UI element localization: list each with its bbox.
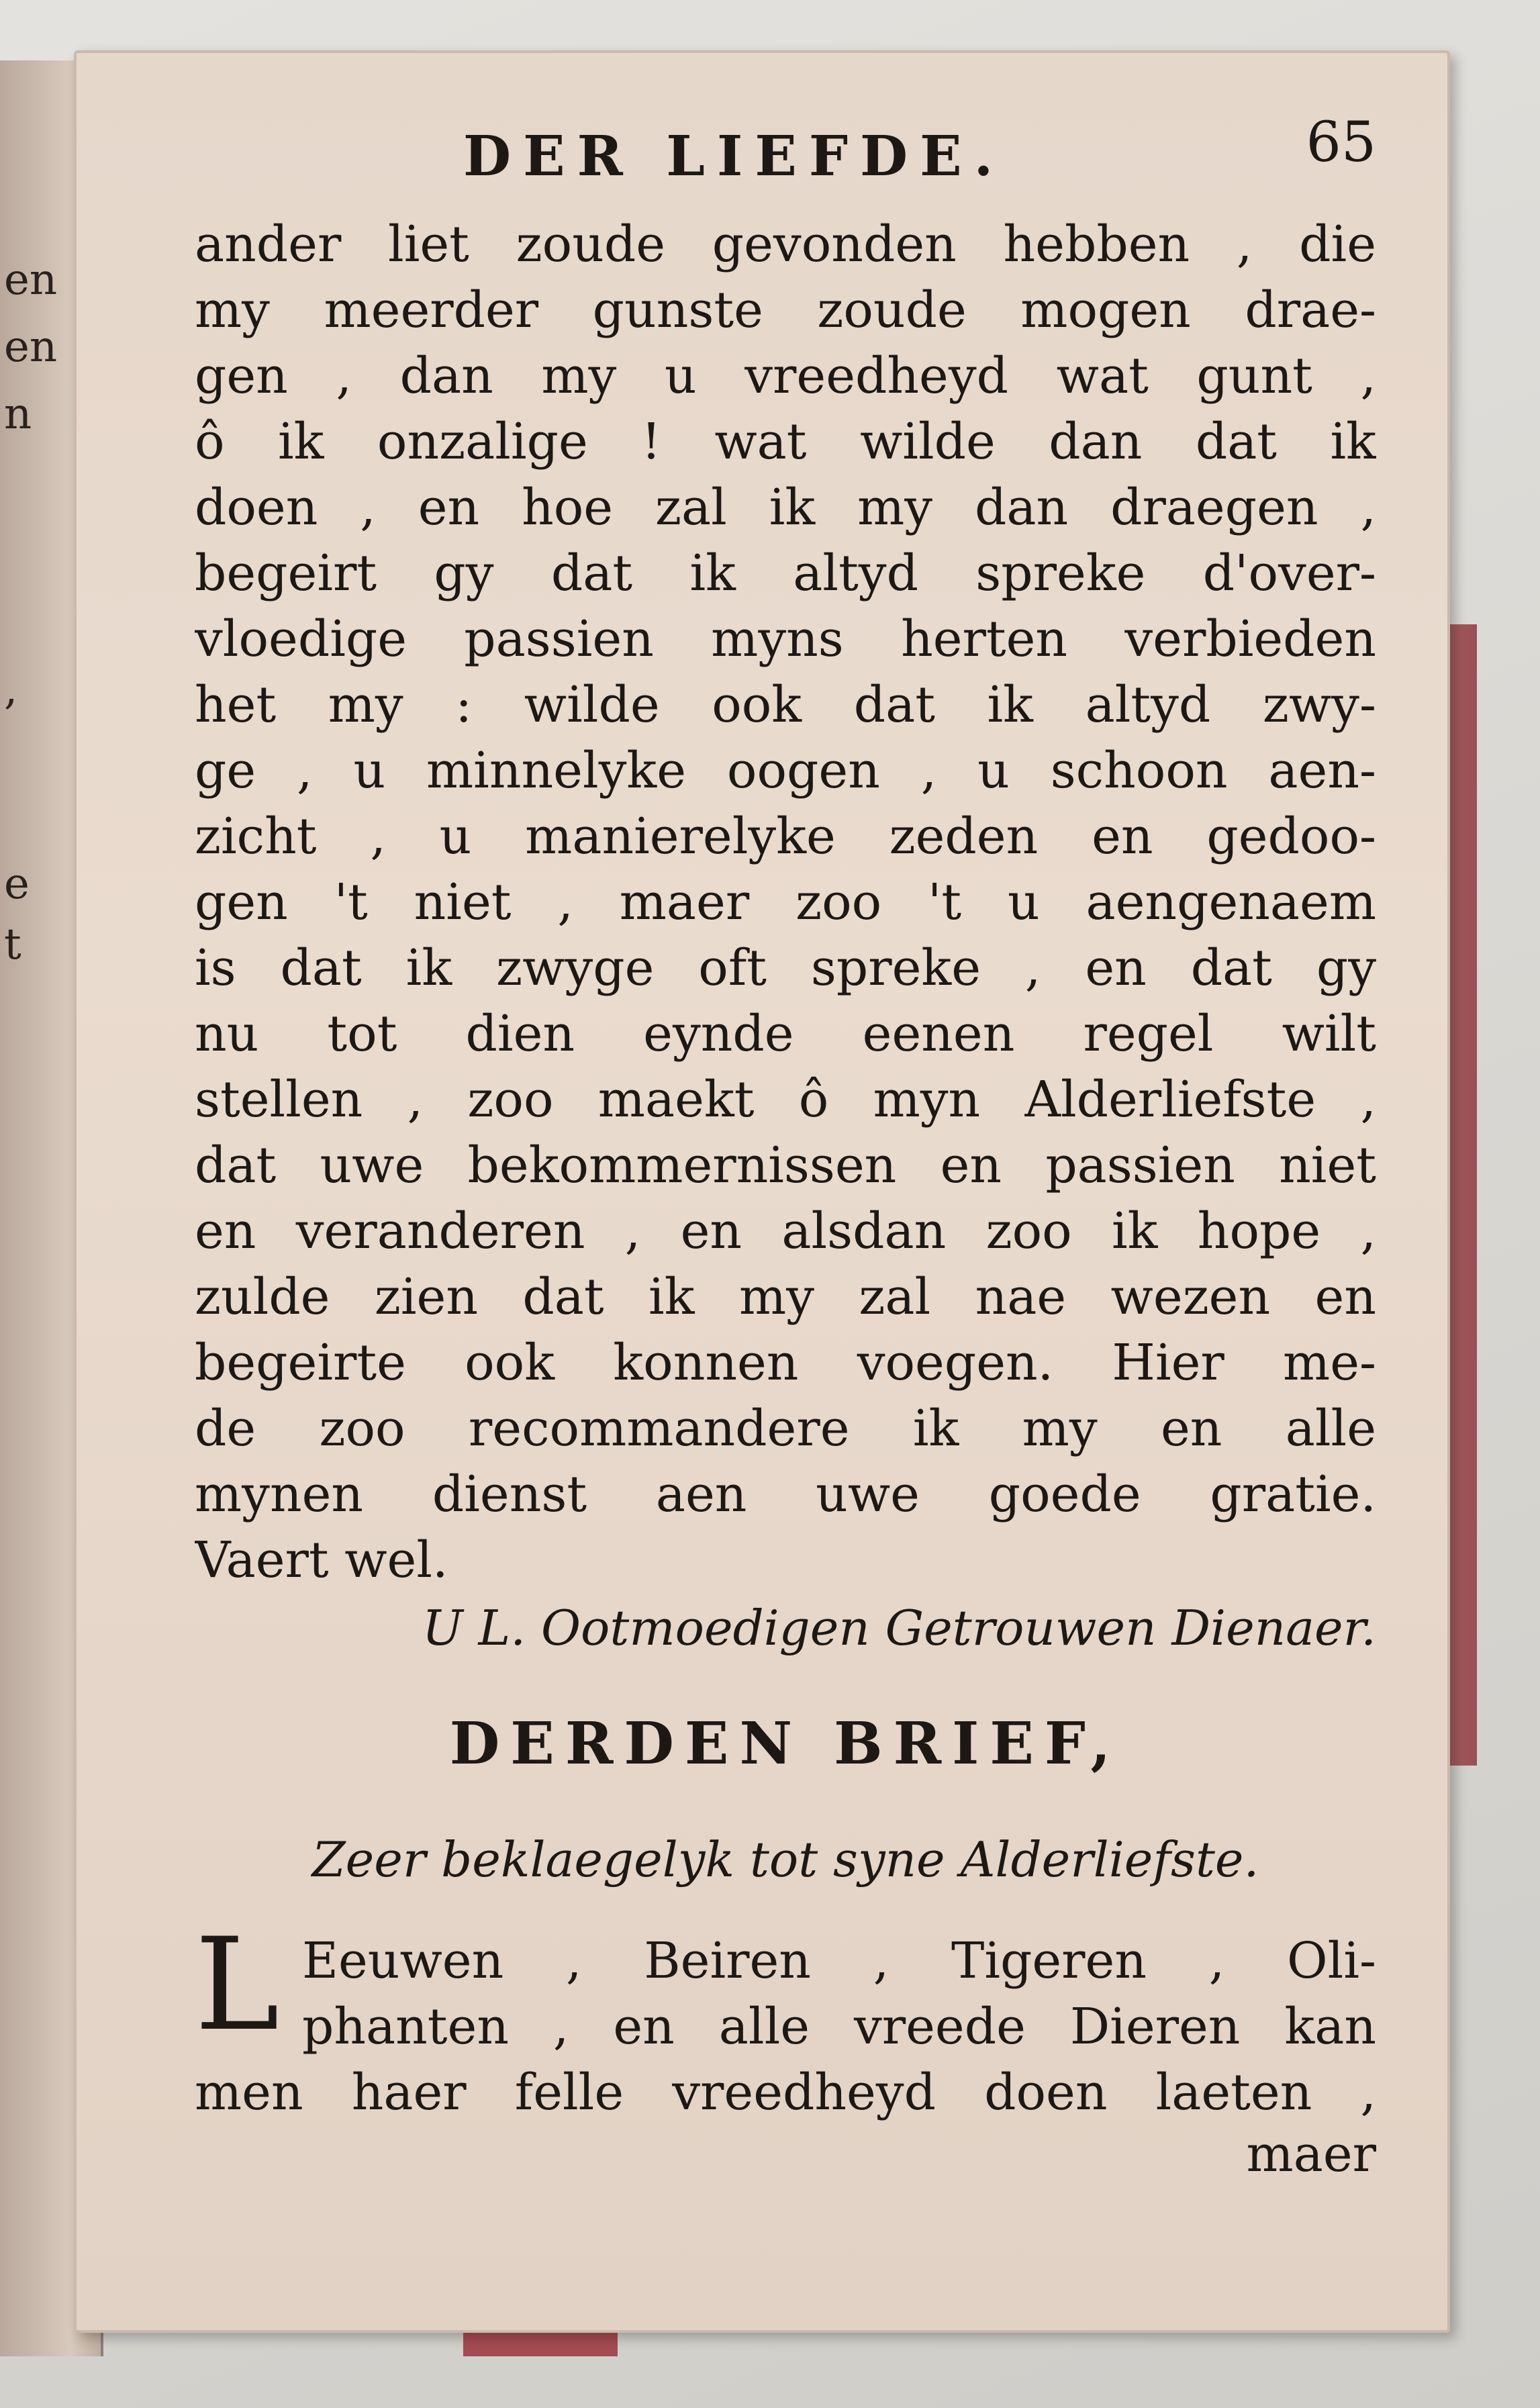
- text-line: is dat ik zwyge oft spreke , en dat gy: [195, 939, 1376, 997]
- text-line: begeirt gy dat ik altyd spreke d'over-: [195, 544, 1376, 602]
- text-line: phanten , en alle vreede Dieren kan: [302, 1998, 1376, 2056]
- signature-line: U L. Ootmoedigen Getrouwen Dienaer.: [422, 1600, 1376, 1656]
- text-line: Vaert wel.: [195, 1531, 448, 1589]
- text-line: zulde zien dat ik my zal nae wezen en: [195, 1268, 1376, 1326]
- left-page-fragment: e: [4, 859, 30, 909]
- text-line: dat uwe bekommernissen en passien niet: [195, 1137, 1376, 1194]
- text-line: gen 't niet , maer zoo 't u aengenaem: [195, 873, 1376, 931]
- left-page-fragment: en: [4, 255, 58, 305]
- page-content: [195, 111, 1376, 2183]
- text-line: ander liet zoude gevonden hebben , die: [195, 215, 1376, 273]
- text-line: ô ik onzalige ! wat wilde dan dat ik: [195, 413, 1376, 471]
- running-head: DER LIEFDE.: [463, 124, 1006, 189]
- left-page-fragment: n: [4, 389, 32, 439]
- letter-opening: [195, 1911, 1376, 2125]
- text-line: ge , u minnelyke oogen , u schoon aen-: [195, 742, 1376, 800]
- left-page-fragment: en: [4, 322, 58, 372]
- text-line: Eeuwen , Beiren , Tigeren , Oli-: [302, 1932, 1376, 1990]
- text-line: de zoo recommandere ik my en alle: [195, 1400, 1376, 1457]
- page-header: [195, 111, 1376, 211]
- text-line: stellen , zoo maekt ô myn Alderliefste ,: [195, 1071, 1376, 1128]
- text-line: het my : wilde ook dat ik altyd zwy-: [195, 676, 1376, 734]
- text-line: gen , dan my u vreedheyd wat gunt ,: [195, 347, 1376, 405]
- left-page-fragment: t: [4, 920, 21, 969]
- drop-cap: L: [195, 1911, 280, 2059]
- text-line: my meerder gunste zoude mogen drae-: [195, 281, 1376, 339]
- text-line: nu tot dien eynde eenen regel wilt: [195, 1005, 1376, 1063]
- letter-body: [195, 211, 1376, 1593]
- text-line: begeirte ook konnen voegen. Hier me-: [195, 1334, 1376, 1392]
- page-number: 65: [1306, 111, 1376, 175]
- text-line: vloedige passien myns herten verbieden: [195, 610, 1376, 668]
- text-line: en veranderen , en alsdan zoo ik hope ,: [195, 1202, 1376, 1260]
- text-line: mynen dienst aen uwe goede gratie.: [195, 1465, 1376, 1523]
- text-line: men haer felle vreedheyd doen laeten ,: [195, 2064, 1376, 2121]
- letter-subtitle: Zeer beklaegelyk tot syne Alderliefste.: [311, 1831, 1259, 1888]
- catchword: maer: [1246, 2125, 1376, 2183]
- text-line: zicht , u manierelyke zeden en gedoo-: [195, 808, 1376, 865]
- letter-title: DERDEN BRIEF,: [449, 1710, 1122, 1778]
- book-page: [74, 50, 1450, 2333]
- left-page-fragment: ,: [4, 665, 18, 714]
- text-line: doen , en hoe zal ik my dan draegen ,: [195, 479, 1376, 536]
